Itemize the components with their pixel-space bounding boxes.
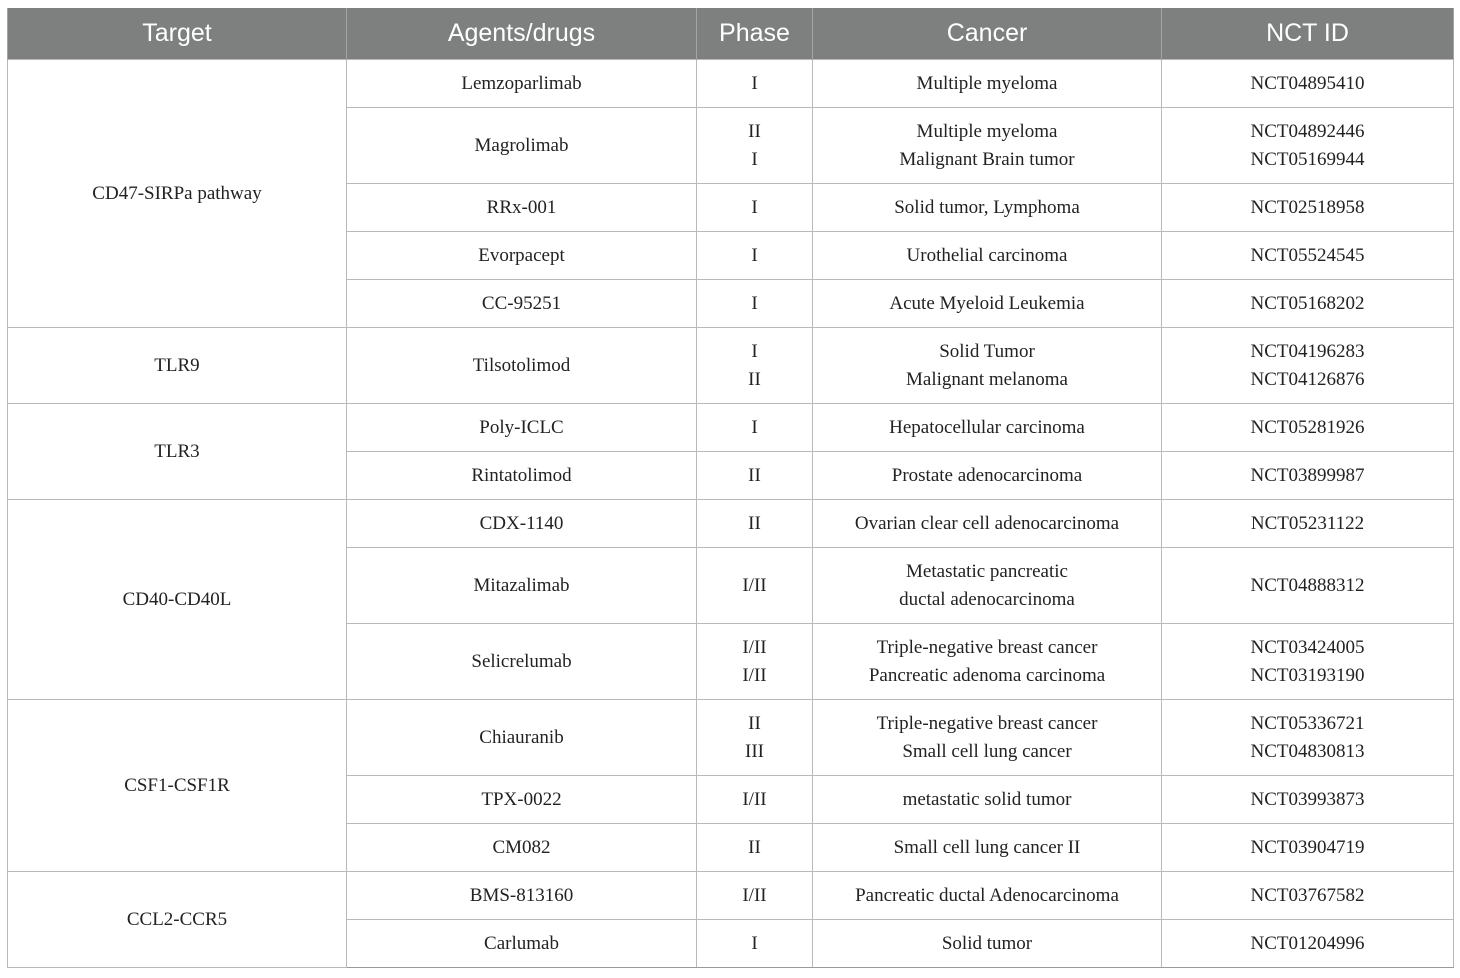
cancer-cell (813, 328, 1162, 404)
cancer-line: ductal adenocarcinoma (899, 588, 1075, 610)
agent-cell: Lemzoparlimab (347, 60, 697, 108)
nct-line: NCT05168202 (1250, 292, 1365, 314)
nct-line: NCT04892446 (1250, 121, 1365, 142)
cancer-line: Hepatocellular carcinoma (889, 416, 1085, 438)
cancer-line: Solid tumor (941, 932, 1033, 954)
cancer-line: Pancreatic adenoma carcinoma (868, 664, 1106, 686)
agent-cell: Carlumab (347, 920, 697, 968)
cancer-cell (813, 232, 1162, 280)
agent-cell: Chiauranib (347, 700, 697, 776)
cancer-cell (813, 920, 1162, 968)
target-cell: TLR9 (8, 328, 347, 404)
nct-line: NCT03904719 (1250, 836, 1365, 858)
phase-cell (697, 280, 813, 328)
target-cell: CSF1-CSF1R (8, 700, 347, 872)
cancer-line: Prostate adenocarcinoma (891, 464, 1083, 486)
cancer-line: Malignant melanoma (906, 368, 1068, 390)
phase-cell (697, 872, 813, 920)
agent-cell: Rintatolimod (347, 452, 697, 500)
header-row (8, 8, 1454, 60)
phase-line: I (751, 341, 758, 362)
cancer-line: Malignant Brain tumor (899, 148, 1075, 170)
phase-line: I/II (742, 664, 767, 686)
cancer-cell (813, 404, 1162, 452)
cancer-cell (813, 108, 1162, 184)
phase-line: I (751, 148, 758, 170)
phase-line: I (751, 196, 758, 218)
target-cell: TLR3 (8, 404, 347, 500)
nct-cell (1162, 280, 1454, 328)
cancer-line: Multiple myeloma (916, 121, 1058, 142)
cancer-line: Triple-negative breast cancer (876, 637, 1098, 658)
phase-line: I (751, 72, 758, 94)
cancer-cell (813, 548, 1162, 624)
nct-line: NCT04830813 (1250, 740, 1365, 762)
cancer-cell (813, 872, 1162, 920)
phase-line: II (748, 713, 761, 734)
nct-line: NCT03993873 (1250, 788, 1365, 810)
cancer-cell (813, 824, 1162, 872)
header-agents: Agents/drugs (347, 8, 697, 60)
phase-cell (697, 184, 813, 232)
cancer-cell (813, 700, 1162, 776)
phase-cell (697, 548, 813, 624)
target-cell: CD40-CD40L (8, 500, 347, 700)
phase-cell (697, 920, 813, 968)
agent-cell: CC-95251 (347, 280, 697, 328)
phase-line: I (751, 932, 758, 954)
table-row (8, 872, 1454, 920)
header-cancer: Cancer (813, 8, 1162, 60)
nct-line: NCT05169944 (1250, 148, 1365, 170)
nct-cell (1162, 548, 1454, 624)
nct-line: NCT03424005 (1250, 637, 1365, 658)
nct-line: NCT01204996 (1250, 932, 1365, 954)
cancer-cell (813, 500, 1162, 548)
nct-line: NCT05524545 (1250, 244, 1365, 266)
nct-cell (1162, 184, 1454, 232)
nct-line: NCT04888312 (1250, 574, 1365, 596)
phase-line: II (748, 121, 761, 142)
agent-cell: Poly-ICLC (347, 404, 697, 452)
header-nct-id: NCT ID (1162, 8, 1454, 60)
phase-cell (697, 452, 813, 500)
phase-cell (697, 776, 813, 824)
cancer-line: Small cell lung cancer II (893, 836, 1081, 858)
target-cell: CCL2-CCR5 (8, 872, 347, 968)
phase-cell (697, 232, 813, 280)
phase-line: I (751, 292, 758, 314)
table-row (8, 500, 1454, 548)
cancer-line: Multiple myeloma (916, 72, 1058, 94)
nct-line: NCT05281926 (1250, 416, 1365, 438)
nct-line: NCT02518958 (1250, 196, 1365, 218)
cancer-cell (813, 452, 1162, 500)
phase-cell (697, 60, 813, 108)
cancer-cell (813, 776, 1162, 824)
cancer-cell (813, 60, 1162, 108)
nct-line: NCT04196283 (1250, 341, 1365, 362)
nct-cell (1162, 500, 1454, 548)
cancer-line: Solid Tumor (939, 341, 1035, 362)
clinical-trials-table (7, 8, 1454, 968)
cancer-line: Ovarian clear cell adenocarcinoma (854, 512, 1120, 534)
phase-line: I (751, 244, 758, 266)
nct-cell (1162, 232, 1454, 280)
phase-line: II (748, 368, 761, 390)
agent-cell: Selicrelumab (347, 624, 697, 700)
cancer-cell (813, 624, 1162, 700)
nct-line: NCT03193190 (1250, 664, 1365, 686)
cancer-line: Urothelial carcinoma (906, 244, 1068, 266)
phase-line: III (745, 740, 764, 762)
nct-cell (1162, 108, 1454, 184)
cancer-cell (813, 280, 1162, 328)
nct-line: NCT03767582 (1250, 884, 1365, 906)
nct-cell (1162, 452, 1454, 500)
phase-line: II (748, 512, 761, 534)
table-row (8, 60, 1454, 108)
phase-line: II (748, 464, 761, 486)
phase-line: I/II (742, 788, 767, 810)
phase-cell (697, 108, 813, 184)
phase-line: I (751, 416, 758, 438)
phase-cell (697, 624, 813, 700)
phase-line: I/II (742, 884, 767, 906)
nct-cell (1162, 328, 1454, 404)
cancer-line: Pancreatic ductal Adenocarcinoma (855, 884, 1119, 906)
nct-cell (1162, 700, 1454, 776)
nct-cell (1162, 824, 1454, 872)
agent-cell: Mitazalimab (347, 548, 697, 624)
nct-cell (1162, 920, 1454, 968)
nct-line: NCT04895410 (1250, 72, 1365, 94)
agent-cell: TPX-0022 (347, 776, 697, 824)
header-phase: Phase (697, 8, 813, 60)
cancer-line: Small cell lung cancer (902, 740, 1072, 762)
phase-line: I/II (742, 574, 767, 596)
nct-cell (1162, 60, 1454, 108)
nct-line: NCT05231122 (1250, 512, 1365, 534)
table-body (8, 60, 1454, 968)
phase-line: II (748, 836, 761, 858)
cancer-cell (813, 184, 1162, 232)
phase-cell (697, 404, 813, 452)
table-row (8, 700, 1454, 776)
cancer-line: Metastatic pancreatic (906, 561, 1068, 582)
nct-cell (1162, 404, 1454, 452)
cancer-line: Solid tumor, Lymphoma (894, 196, 1080, 218)
cancer-line: metastatic solid tumor (902, 788, 1072, 810)
table-row (8, 328, 1454, 404)
phase-cell (697, 700, 813, 776)
phase-line: I/II (742, 637, 767, 658)
header-target: Target (8, 8, 347, 60)
agent-cell: CDX-1140 (347, 500, 697, 548)
agent-cell: Tilsotolimod (347, 328, 697, 404)
table-row (8, 404, 1454, 452)
agent-cell: Magrolimab (347, 108, 697, 184)
target-cell: CD47-SIRPa pathway (8, 60, 347, 328)
nct-cell (1162, 776, 1454, 824)
phase-cell (697, 500, 813, 548)
agent-cell: Evorpacept (347, 232, 697, 280)
phase-cell (697, 824, 813, 872)
nct-cell (1162, 624, 1454, 700)
agent-cell: CM082 (347, 824, 697, 872)
agent-cell: BMS-813160 (347, 872, 697, 920)
nct-cell (1162, 872, 1454, 920)
phase-cell (697, 328, 813, 404)
nct-line: NCT04126876 (1250, 368, 1365, 390)
cancer-line: Triple-negative breast cancer (876, 713, 1098, 734)
nct-line: NCT03899987 (1250, 464, 1365, 486)
cancer-line: Acute Myeloid Leukemia (889, 292, 1085, 314)
agent-cell: RRx-001 (347, 184, 697, 232)
nct-line: NCT05336721 (1250, 713, 1365, 734)
